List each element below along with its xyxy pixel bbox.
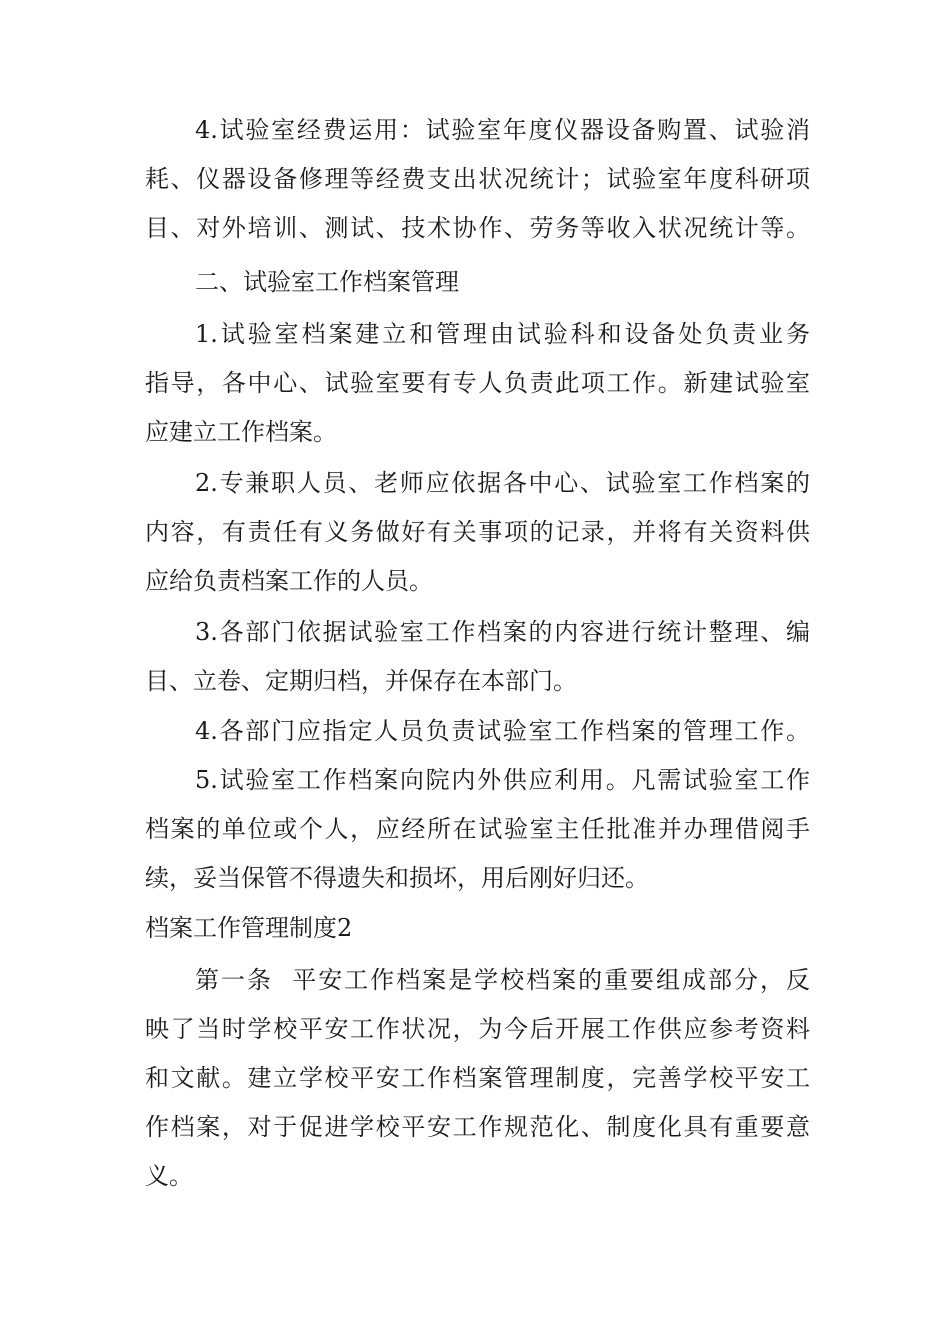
text-line: 4.试验室经费运用：试验室年度仪器设备购置、试验消 <box>195 116 810 144</box>
paragraph-article-one <box>145 956 810 1201</box>
paragraph-staff-duties <box>145 459 810 606</box>
text-line: 应建立工作档案。 <box>145 418 337 446</box>
title-text: 档案工作管理制度2 <box>145 914 353 942</box>
document-title <box>145 904 810 953</box>
text-line: 内容，有责任有义务做好有关事项的记录，并将有关资料供 <box>145 518 810 546</box>
text-line: 目、对外培训、测试、技术协作、劳务等收入状况统计等。 <box>145 214 810 242</box>
text-line: 4.各部门应指定人员负责试验室工作档案的管理工作。 <box>195 717 810 745</box>
text-line: 3.各部门依据试验室工作档案的内容进行统计整理、编 <box>195 618 810 646</box>
text-line: 5.试验室工作档案向院内外供应利用。凡需试验室工作 <box>195 766 810 794</box>
text-line: 和文献。建立学校平安工作档案管理制度，完善学校平安工 <box>145 1064 810 1092</box>
text-line: 第一条 平安工作档案是学校档案的重要组成部分，反 <box>195 966 810 994</box>
text-line: 2.专兼职人员、老师应依据各中心、试验室工作档案的 <box>195 469 810 497</box>
text-line: 应给负责档案工作的人员。 <box>145 567 433 595</box>
section-heading <box>145 258 810 307</box>
paragraph-department-filing <box>145 608 810 706</box>
text-line: 档案的单位或个人，应经所在试验室主任批准并办理借阅手 <box>145 815 810 843</box>
text-line: 义。 <box>145 1162 193 1190</box>
paragraph-archive-use <box>145 756 810 903</box>
text-line: 目、立卷、定期归档，并保存在本部门。 <box>145 667 577 695</box>
text-line: 续，妥当保管不得遗失和损坏，用后刚好归还。 <box>145 864 649 892</box>
text-line: 1.试验室档案建立和管理由试验科和设备处负责业务 <box>195 320 810 348</box>
heading-text: 二、试验室工作档案管理 <box>195 268 459 296</box>
paragraph-archive-establishment <box>145 310 810 457</box>
text-line: 耗、仪器设备修理等经费支出状况统计；试验室年度科研项 <box>145 165 810 193</box>
paragraph-designated-staff <box>145 707 810 756</box>
paragraph-funds-usage <box>145 106 810 253</box>
text-line: 作档案，对于促进学校平安工作规范化、制度化具有重要意 <box>145 1113 810 1141</box>
text-line: 指导，各中心、试验室要有专人负责此项工作。新建试验室 <box>145 369 810 397</box>
text-line: 映了当时学校平安工作状况，为今后开展工作供应参考资料 <box>145 1015 810 1043</box>
